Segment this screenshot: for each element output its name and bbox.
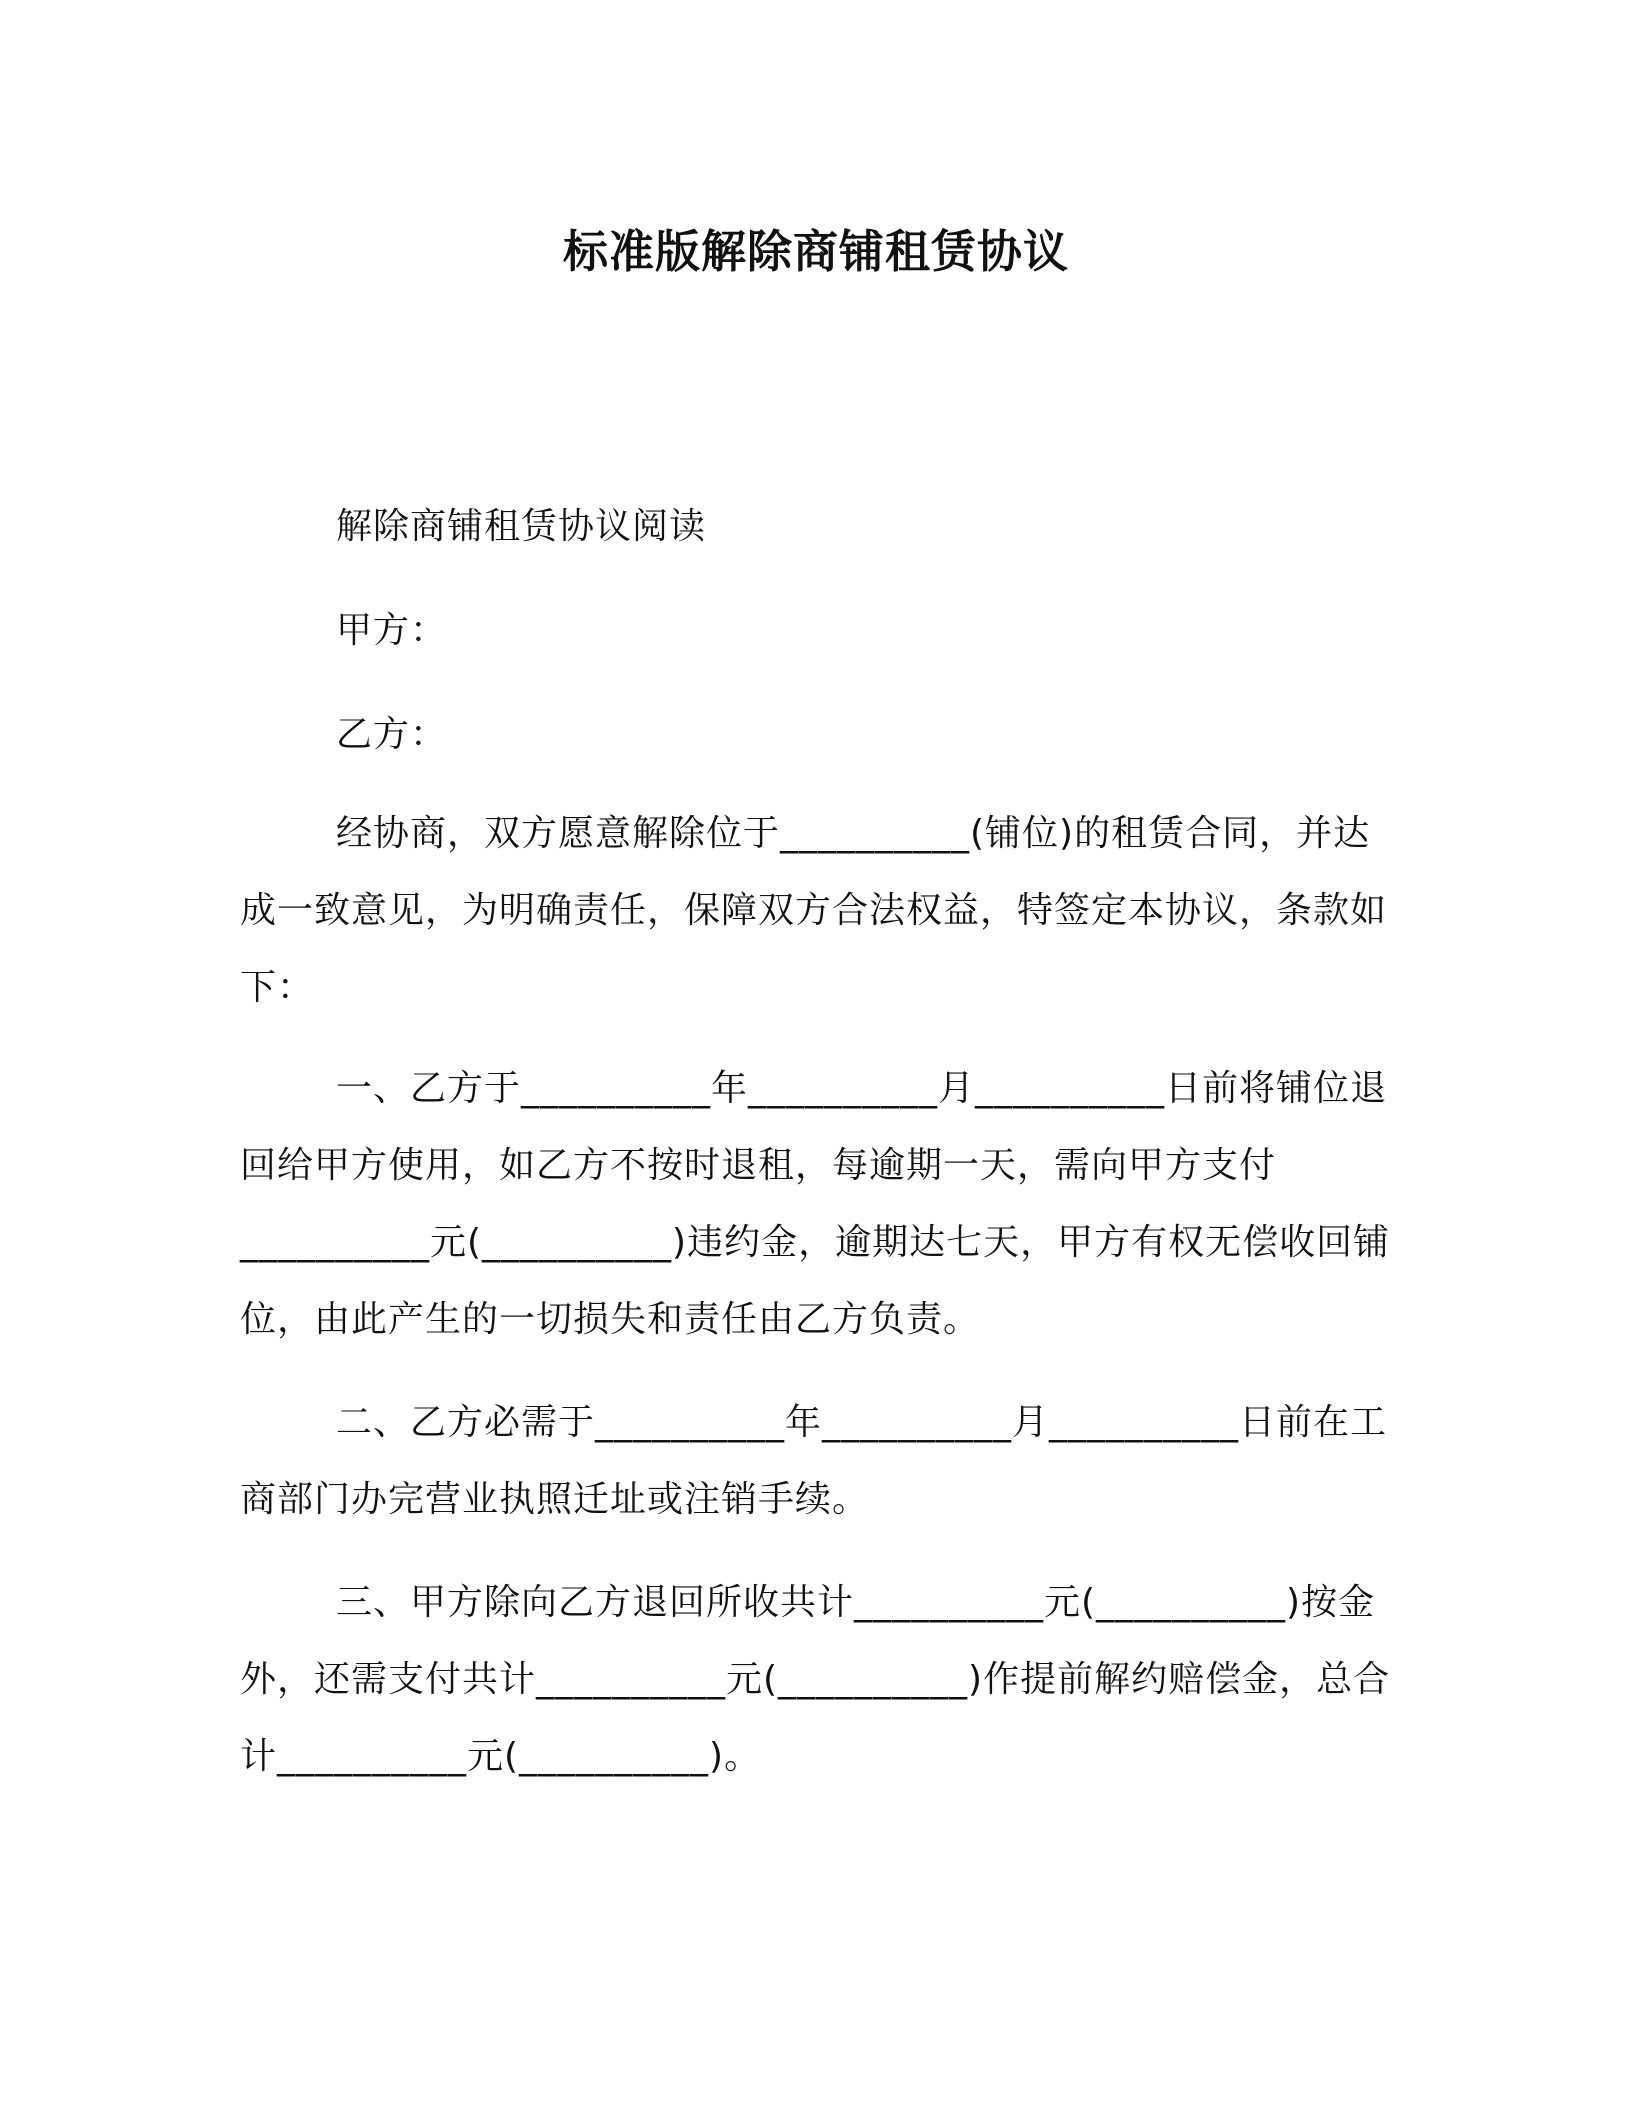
subtitle-text: 解除商铺租赁协议阅读 <box>336 506 707 547</box>
clause-1-paragraph <box>240 1050 1392 1358</box>
party-a-line <box>240 592 1392 669</box>
clause-2-paragraph <box>240 1384 1392 1538</box>
clause-2-text: 二、乙方必需于__________年__________月__________日前在工商部门办完营业执照迁址或注销手续。 <box>240 1402 1388 1520</box>
clause-3-text: 三、甲方除向乙方退回所收共计__________元(__________)按金外，还需支付共计__________元(__________)作提前解约赔偿金，总合计__________元(__________)。 <box>240 1582 1391 1777</box>
preamble-paragraph <box>240 795 1392 1026</box>
clause-3-paragraph <box>240 1564 1392 1795</box>
document-title: 标准版解除商铺租赁协议 <box>562 225 1069 278</box>
document-subtitle <box>240 488 1392 565</box>
party-b-label: 乙方： <box>336 714 448 755</box>
party-b-line <box>240 696 1392 773</box>
preamble-text: 经协商，双方愿意解除位于__________(铺位)的租赁合同，并达成一致意见，为明确责任，保障双方合法权益，特签定本协议，条款如下： <box>240 813 1388 1008</box>
party-a-label: 甲方： <box>336 610 448 651</box>
clause-1-text: 一、乙方于__________年__________月__________日前将铺位退回给甲方使用，如乙方不按时退租，每逾期一天，需向甲方支付__________元(__________)违约金，逾期达七天，甲方有权无偿收回铺位，由此产生的一切损失和责任由乙方负责。 <box>240 1068 1391 1340</box>
